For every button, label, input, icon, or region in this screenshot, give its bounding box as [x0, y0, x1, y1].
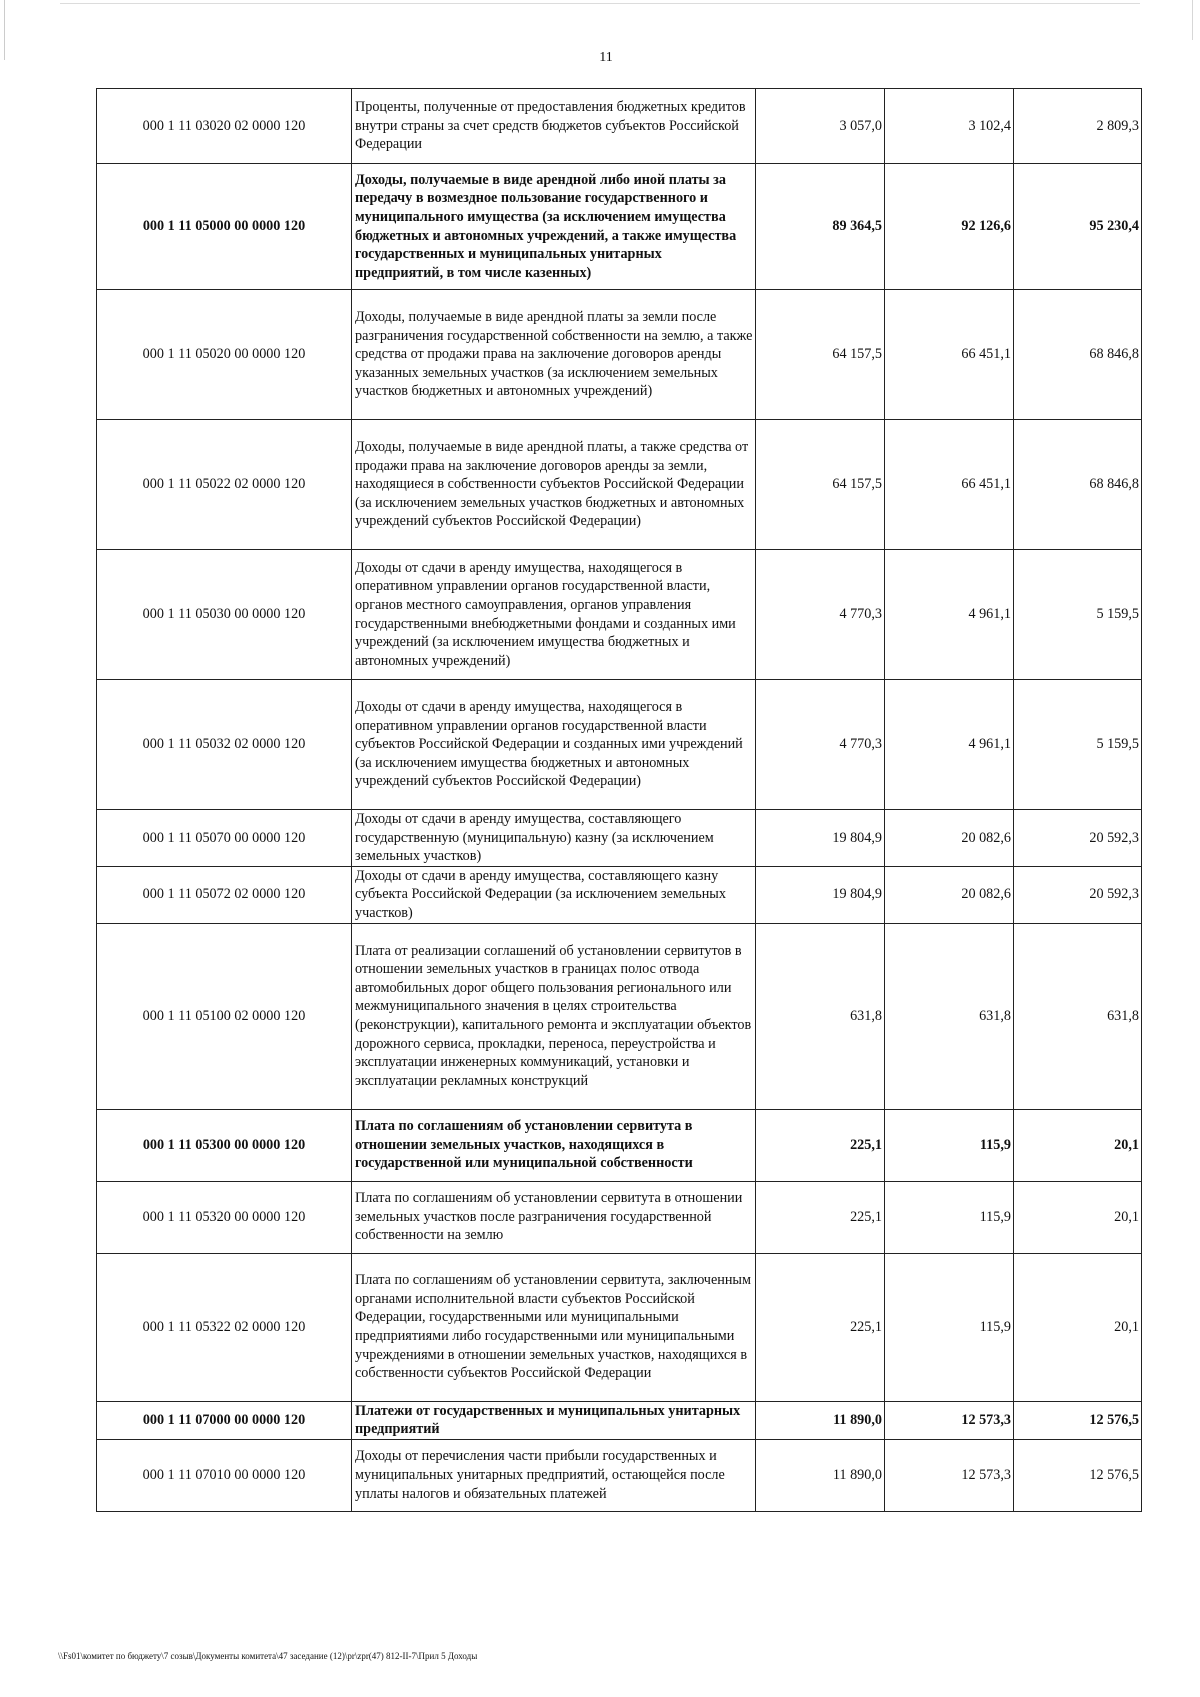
value-year1-cell: 11 890,0: [756, 1439, 885, 1511]
value-year3-cell: 12 576,5: [1014, 1401, 1142, 1439]
table-row: [97, 923, 1142, 1109]
budget-code-cell: 000 1 11 05070 00 0000 120: [97, 810, 352, 867]
page-number: 11: [599, 50, 613, 65]
value-year3-cell: 20,1: [1014, 1109, 1142, 1181]
scan-edge-right: [1192, 0, 1193, 40]
value-year2-cell: 3 102,4: [885, 89, 1014, 164]
revenue-name-cell: Проценты, полученные от предоставления бюджетных кредитов внутри страны за счет средств бюджетов субъектов Российской Федерации: [352, 89, 756, 164]
revenue-name-cell: Доходы от сдачи в аренду имущества, находящегося в оперативном управлении органов государственной власти субъектов Российской Федерации и созданных ими учреждений (за исключением имущества бюджетных и автономных учреждений субъектов Российской Федерации): [352, 680, 756, 810]
value-year3-cell: 631,8: [1014, 923, 1142, 1109]
value-year2-cell: 12 573,3: [885, 1439, 1014, 1511]
value-year2-cell: 631,8: [885, 923, 1014, 1109]
value-year2-cell: 115,9: [885, 1253, 1014, 1401]
value-year3-cell: 68 846,8: [1014, 290, 1142, 420]
budget-code-cell: 000 1 11 07000 00 0000 120: [97, 1401, 352, 1439]
value-year2-cell: 4 961,1: [885, 550, 1014, 680]
revenue-name-cell: Доходы, получаемые в виде арендной либо иной платы за передачу в возмездное пользование государственного и муниципального имущества (за исключением имущества бюджетных и автономных учреждений, а также имущества государственных и муниципальных унитарных предприятий, в том числе казенных): [352, 164, 756, 290]
revenue-name-cell: Доходы от сдачи в аренду имущества, находящегося в оперативном управлении органов государственной власти, органов местного самоуправления, органов управления государственными внебюджетными фондами и созданных ими учреждений (за исключением имущества бюджетных и автономных учреждений): [352, 550, 756, 680]
table-row: [97, 550, 1142, 680]
value-year3-cell: 2 809,3: [1014, 89, 1142, 164]
value-year2-cell: 115,9: [885, 1109, 1014, 1181]
table-row: [97, 1439, 1142, 1511]
value-year3-cell: 20,1: [1014, 1253, 1142, 1401]
budget-code-cell: 000 1 11 05100 02 0000 120: [97, 923, 352, 1109]
value-year1-cell: 19 804,9: [756, 866, 885, 923]
revenue-table-body: [97, 89, 1142, 1512]
value-year2-cell: 20 082,6: [885, 866, 1014, 923]
value-year2-cell: 66 451,1: [885, 420, 1014, 550]
value-year3-cell: 5 159,5: [1014, 550, 1142, 680]
value-year1-cell: 4 770,3: [756, 680, 885, 810]
value-year2-cell: 66 451,1: [885, 290, 1014, 420]
revenue-name-cell: Доходы от сдачи в аренду имущества, составляющего государственную (муниципальную) казну (за исключением земельных участков): [352, 810, 756, 867]
budget-code-cell: 000 1 11 03020 02 0000 120: [97, 89, 352, 164]
value-year3-cell: 20,1: [1014, 1181, 1142, 1253]
value-year2-cell: 4 961,1: [885, 680, 1014, 810]
value-year1-cell: 64 157,5: [756, 420, 885, 550]
revenue-name-cell: Плата от реализации соглашений об установлении сервитутов в отношении земельных участков в границах полос отвода автомобильных дорог общего пользования регионального или межмуниципального значения в целях строительства (реконструкции), капитального ремонта и эксплуатации объектов дорожного сервиса, прокладки, переноса, переустройства и эксплуатации инженерных коммуникаций, установки и эксплуатации рекламных конструкций: [352, 923, 756, 1109]
revenue-name-cell: Доходы от перечисления части прибыли государственных и муниципальных унитарных предприятий, остающейся после уплаты налогов и обязательных платежей: [352, 1439, 756, 1511]
revenue-name-cell: Плата по соглашениям об установлении сервитута в отношении земельных участков, находящихся в государственной или муниципальной собственности: [352, 1109, 756, 1181]
budget-code-cell: 000 1 11 05072 02 0000 120: [97, 866, 352, 923]
table-row: [97, 1253, 1142, 1401]
table-row: [97, 89, 1142, 164]
file-path-footer: \\Fs01\комитет по бюджету\7 созыв\Документы комитета\47 заседание (12)\pr\zpr(47) 812-II-7\Прил 5 Доходы: [58, 1651, 478, 1661]
table-row: [97, 1401, 1142, 1439]
budget-code-cell: 000 1 11 05022 02 0000 120: [97, 420, 352, 550]
table-row: [97, 866, 1142, 923]
budget-code-cell: 000 1 11 05322 02 0000 120: [97, 1253, 352, 1401]
table-row: [97, 290, 1142, 420]
budget-code-cell: 000 1 11 05000 00 0000 120: [97, 164, 352, 290]
value-year2-cell: 92 126,6: [885, 164, 1014, 290]
revenue-table: [96, 88, 1142, 1512]
budget-code-cell: 000 1 11 05020 00 0000 120: [97, 290, 352, 420]
value-year3-cell: 68 846,8: [1014, 420, 1142, 550]
value-year2-cell: 12 573,3: [885, 1401, 1014, 1439]
value-year2-cell: 115,9: [885, 1181, 1014, 1253]
value-year3-cell: 20 592,3: [1014, 810, 1142, 867]
table-row: [97, 1181, 1142, 1253]
value-year3-cell: 12 576,5: [1014, 1439, 1142, 1511]
value-year1-cell: 4 770,3: [756, 550, 885, 680]
value-year1-cell: 225,1: [756, 1109, 885, 1181]
value-year1-cell: 3 057,0: [756, 89, 885, 164]
table-row: [97, 810, 1142, 867]
table-row: [97, 680, 1142, 810]
value-year1-cell: 225,1: [756, 1253, 885, 1401]
value-year1-cell: 64 157,5: [756, 290, 885, 420]
revenue-name-cell: Доходы, получаемые в виде арендной платы, а также средства от продажи права на заключение договоров аренды за земли, находящиеся в собственности субъектов Российской Федерации (за исключением земельных участков бюджетных и автономных учреждений субъектов Российской Федерации): [352, 420, 756, 550]
table-row: [97, 1109, 1142, 1181]
budget-code-cell: 000 1 11 07010 00 0000 120: [97, 1439, 352, 1511]
revenue-name-cell: Платежи от государственных и муниципальных унитарных предприятий: [352, 1401, 756, 1439]
value-year3-cell: 20 592,3: [1014, 866, 1142, 923]
revenue-name-cell: Плата по соглашениям об установлении сервитута в отношении земельных участков после разграничения государственной собственности на землю: [352, 1181, 756, 1253]
scan-edge-top: [60, 3, 1140, 4]
budget-code-cell: 000 1 11 05320 00 0000 120: [97, 1181, 352, 1253]
budget-code-cell: 000 1 11 05032 02 0000 120: [97, 680, 352, 810]
table-row: [97, 420, 1142, 550]
value-year1-cell: 89 364,5: [756, 164, 885, 290]
table-row: [97, 164, 1142, 290]
value-year2-cell: 20 082,6: [885, 810, 1014, 867]
value-year1-cell: 11 890,0: [756, 1401, 885, 1439]
revenue-name-cell: Доходы от сдачи в аренду имущества, составляющего казну субъекта Российской Федерации (за исключением земельных участков): [352, 866, 756, 923]
value-year3-cell: 95 230,4: [1014, 164, 1142, 290]
budget-code-cell: 000 1 11 05300 00 0000 120: [97, 1109, 352, 1181]
value-year1-cell: 631,8: [756, 923, 885, 1109]
value-year1-cell: 225,1: [756, 1181, 885, 1253]
budget-code-cell: 000 1 11 05030 00 0000 120: [97, 550, 352, 680]
value-year3-cell: 5 159,5: [1014, 680, 1142, 810]
revenue-name-cell: Доходы, получаемые в виде арендной платы за земли после разграничения государственной собственности на землю, а также средства от продажи права на заключение договоров аренды указанных земельных участков (за исключением земельных участков бюджетных и автономных учреждений): [352, 290, 756, 420]
value-year1-cell: 19 804,9: [756, 810, 885, 867]
revenue-name-cell: Плата по соглашениям об установлении сервитута, заключенным органами исполнительной власти субъектов Российской Федерации, государственными или муниципальными предприятиями либо государственными или муниципальными учреждениями в отношении земельных участков, находящихся в собственности субъектов Российской Федерации: [352, 1253, 756, 1401]
